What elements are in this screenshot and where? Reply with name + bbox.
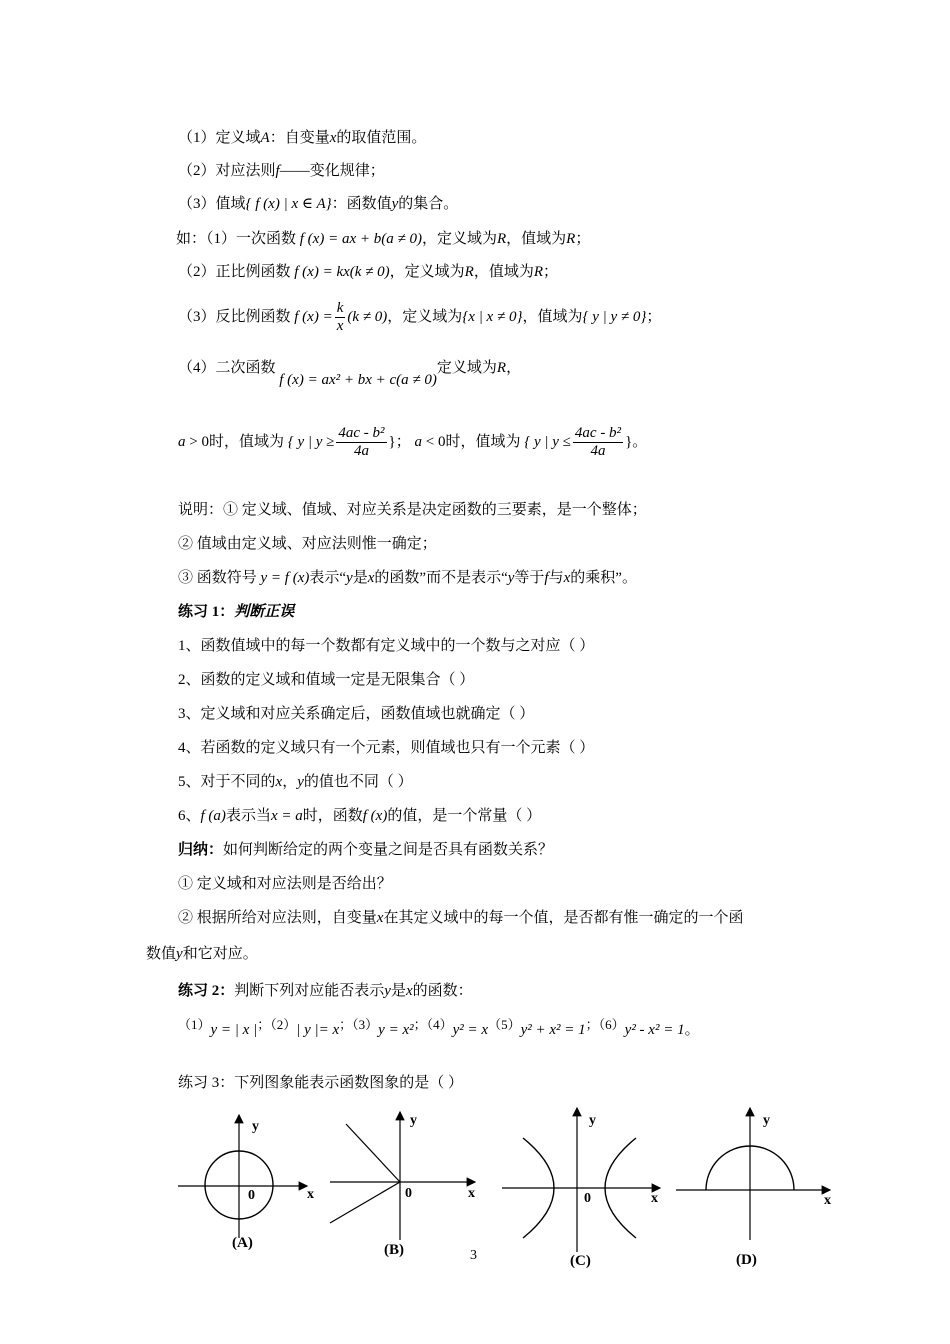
exercise-2-items: （1）y = | x |；（2）| y |= x；（3）y = x²；（4）y² = x（5）y² + x² = 1；（6）y² - x² = 1。 (178, 1017, 700, 1038)
exercise-1-q4: 4、若函数的定义域只有一个元素，则值域也只有一个元素（ ） (178, 740, 595, 756)
summary-point-2-cont: 数值y和它对应。 (146, 946, 258, 962)
example-linear: 如：（1）一次函数 f (x) = ax + b(a ≠ 0)，定义域为R，值域为R； (176, 231, 591, 247)
exercise-1-q5: 5、对于不同的x，y的值也不同（ ） (178, 774, 413, 790)
def-line-2: （2）对应法则f——变化规律； (178, 163, 385, 179)
figure-b-graph (330, 1112, 475, 1240)
exercise-1-q3: 3、定义域和对应关系确定后，函数值域也就确定（ ） (178, 706, 535, 722)
figure-a-x-label: x (307, 1187, 314, 1202)
figure-d-graph (676, 1108, 831, 1240)
figure-c-caption: (C) (570, 1253, 591, 1269)
figure-c-x-label: x (651, 1191, 658, 1206)
note-1: 说明：① 定义域、值域、对应关系是决定函数的三要素，是一个整体； (178, 502, 647, 518)
figure-a-y-label: y (252, 1119, 259, 1134)
def-line-1: （1）定义域A：自变量x的取值范围。 (178, 130, 427, 146)
example-quadratic-range: a > 0时，值域为 { y | y ≥ $\frac{\text{4ac - b²}}{4a}$ }； a < 0时，值域为 { y | y ≤ $\frac{\text{4ac - b²}}{4a}$ }。 (178, 425, 648, 459)
figure-b-origin: 0 (405, 1186, 412, 1201)
figure-c-origin: 0 (584, 1191, 591, 1206)
figure-a-graph (178, 1115, 314, 1238)
def-line-3: （3）值域{ f (x) | x ∈ A}：函数值y的集合。 (178, 196, 459, 212)
fraction-k-over-x: $\frac{k}{x}$ (336, 300, 344, 334)
figure-a-circle (205, 1151, 273, 1219)
exercise-1-q1: 1、函数值域中的每一个数都有定义域中的一个数与之对应（ ） (178, 638, 595, 654)
figure-b-lower-ray (330, 1182, 400, 1223)
example-inverse: （3）反比例函数 f (x) = $\frac{k}{x}$ (k ≠ 0)，定义域为{x | x ≠ 0}，值域为{ y | y ≠ 0}； (178, 300, 662, 334)
exercise-1-q6: 6、f (a)表示当x = a时，函数f (x)的值，是一个常量（ ） (178, 808, 542, 824)
exercise-2-heading: 练习 2：判断下列对应能否表示y是x的函数： (178, 983, 473, 999)
figure-d-x-label: x (824, 1193, 831, 1208)
figure-c-left-branch (523, 1138, 554, 1238)
figure-c-y-label: y (589, 1113, 596, 1128)
figure-a-origin: 0 (248, 1188, 255, 1203)
figure-d-y-label: y (763, 1113, 770, 1128)
page-number: 3 (470, 1248, 477, 1263)
figure-c-right-branch (605, 1138, 636, 1238)
fraction-range-1: $\frac{\text{4ac - b²}}{4a}$ (338, 425, 385, 459)
fraction-range-2: $\frac{\text{4ac - b²}}{4a}$ (574, 425, 622, 459)
summary-point-2: ② 根据所给对应法则，自变量x在其定义域中的每一个值，是否都有惟一确定的一个函 (178, 910, 744, 926)
summary-point-1: ① 定义域和对应法则是否给出？ (178, 876, 392, 892)
figure-b-y-label: y (410, 1113, 417, 1128)
example-quadratic: （4）二次函数 f (x) = ax² + bx + c(a ≠ 0)定义域为R， (178, 360, 522, 388)
figure-b-caption: (B) (384, 1242, 404, 1258)
exercise-3-question: 练习 3：下列图象能表示函数图象的是（ ） (178, 1075, 464, 1091)
summary-heading: 归纳：如何判断给定的两个变量之间是否具有函数关系？ (178, 842, 554, 858)
figure-b-x-label: x (468, 1186, 475, 1201)
note-3: ③ 函数符号 y = f (x)表示“y是x的函数”而不是表示“y等于f与x的乘积”。 (178, 570, 637, 586)
example-proportional: （2）正比例函数 f (x) = kx(k ≠ 0)，定义域为R，值域为R； (178, 264, 559, 280)
figure-d-caption: (D) (736, 1252, 757, 1268)
figure-c-graph (502, 1108, 660, 1252)
note-2: ② 值域由定义域、对应法则惟一确定； (178, 536, 437, 552)
figure-b-upper-ray (346, 1124, 400, 1182)
exercise-1-q2: 2、函数的定义域和值域一定是无限集合（ ） (178, 672, 475, 688)
figure-d-semicircle (706, 1146, 794, 1190)
figure-a-caption: (A) (232, 1235, 253, 1251)
exercise-1-heading: 练习 1：判断正误 (178, 604, 295, 620)
